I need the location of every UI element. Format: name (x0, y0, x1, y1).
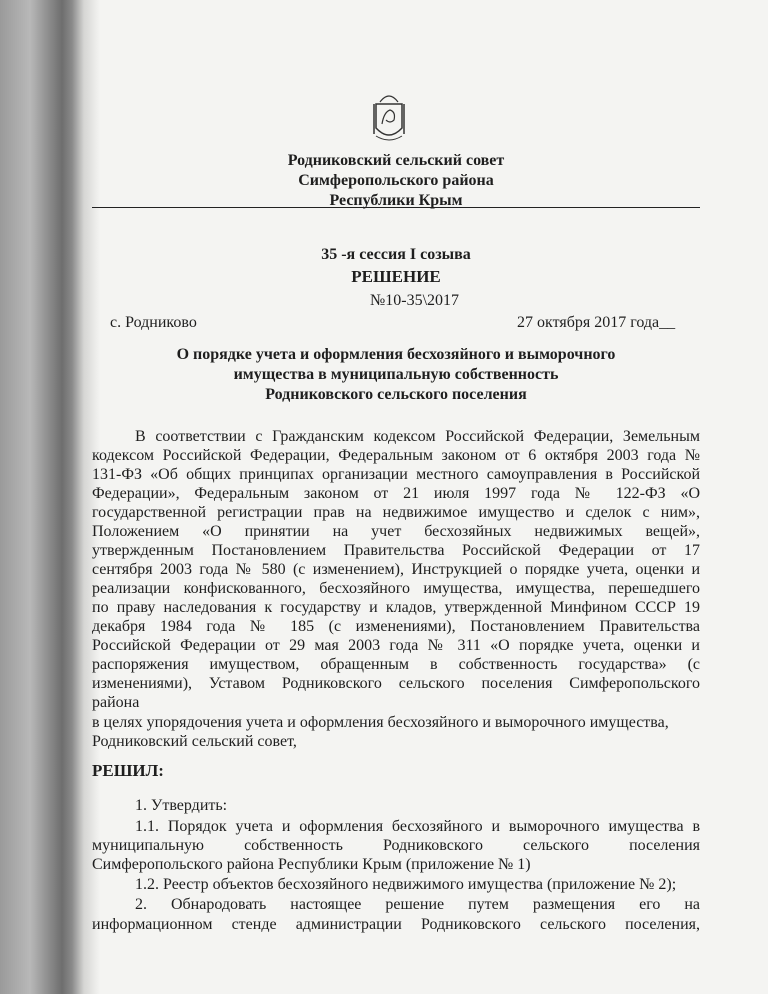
preamble-line: Российской Федерации от 29 мая 2003 года № 311 «О порядке учета, оценки и (92, 637, 700, 654)
preamble-line: сентября 2003 года № 580 (с изменением), Инструкцией о порядке учета, оценки и (92, 561, 700, 578)
title-line: имущества в муниципальную собственность (233, 366, 559, 383)
preamble-line: реализации конфискованного, бесхозяйного имущества, имущества, перешедшего (92, 580, 700, 597)
org-republic-line: Республики Крым (329, 192, 463, 209)
item-line: 1.2. Реестр объектов бесхозяйного недвижимого имущества (приложение № 2); (135, 876, 677, 893)
document-date: 27 октября 2017 года__ (517, 314, 676, 331)
title-line: О порядке учета и оформления бесхозяйного и выморочного (176, 346, 616, 363)
org-name-line: Родниковский сельский совет (287, 152, 505, 169)
header-divider (92, 207, 700, 208)
item-line: 1.1. Порядок учета и оформления бесхозяйного и выморочного имущества в (135, 818, 700, 835)
resolved-heading: РЕШИЛ: (92, 761, 164, 780)
item-line: муниципальную собственность Родниковского сельского поселения (92, 837, 700, 854)
preamble-line: Федерации», Федеральным законом от 21 июля 1997 года № 122-ФЗ «О (92, 485, 700, 502)
preamble-line: государственной регистрации прав на недвижимое имущество и сделок с ним», (92, 504, 700, 521)
title-line: Родниковского сельского поселения (265, 386, 527, 403)
purpose-line: в целях упорядочения учета и оформления бесхозяйного и выморочного имущества, (92, 714, 669, 731)
document-place: с. Родниково (110, 314, 197, 331)
preamble-line: 131-ФЗ «Об общих принципах организации местного самоуправления в Российской (92, 466, 700, 483)
preamble-line: кодексом Российской Федерации, Федеральным законом от 6 октября 2003 года № (92, 447, 700, 464)
purpose-line: Родниковский сельский совет, (92, 733, 297, 750)
item-line: Симферопольского района Республики Крым (приложение № 1) (92, 856, 531, 873)
preamble-line: утвержденным Постановлением Правительства Российской Федерации от 17 (92, 542, 700, 559)
item-line: 2. Обнародовать настоящее решение путем размещения его на (135, 896, 700, 913)
preamble-line: В соответствии с Гражданским кодексом Российской Федерации, Земельным (135, 428, 700, 445)
document-number: №10-35\2017 (370, 292, 460, 309)
preamble-line: Положением «О принятии на учет бесхозяйных недвижимых вещей», (92, 523, 700, 540)
preamble-line: по праву наследования к государству и кладов, утвержденной Минфином СССР 19 (92, 599, 700, 616)
preamble-line: распоряжения имуществом, обращенным в собственность государства» (с (92, 656, 700, 673)
item-line: 1. Утвердить: (135, 797, 228, 814)
document-type: РЕШЕНИЕ (351, 267, 441, 286)
preamble-line: декабря 1984 года № 185 (с изменениями), Постановлением Правительства (92, 618, 700, 635)
preamble-line: района (92, 694, 140, 711)
preamble-line: изменениями), Уставом Родниковского сельского поселения Симферопольского (92, 675, 700, 692)
session-label: 35 -я сессия I созыва (321, 246, 471, 263)
scan-spine-shadow (0, 0, 100, 994)
coat-of-arms-emblem (372, 90, 406, 144)
org-district-line: Симферопольского района (298, 172, 494, 189)
item-line: информационном стенде администрации Родниковского сельского поселения, (92, 916, 700, 933)
